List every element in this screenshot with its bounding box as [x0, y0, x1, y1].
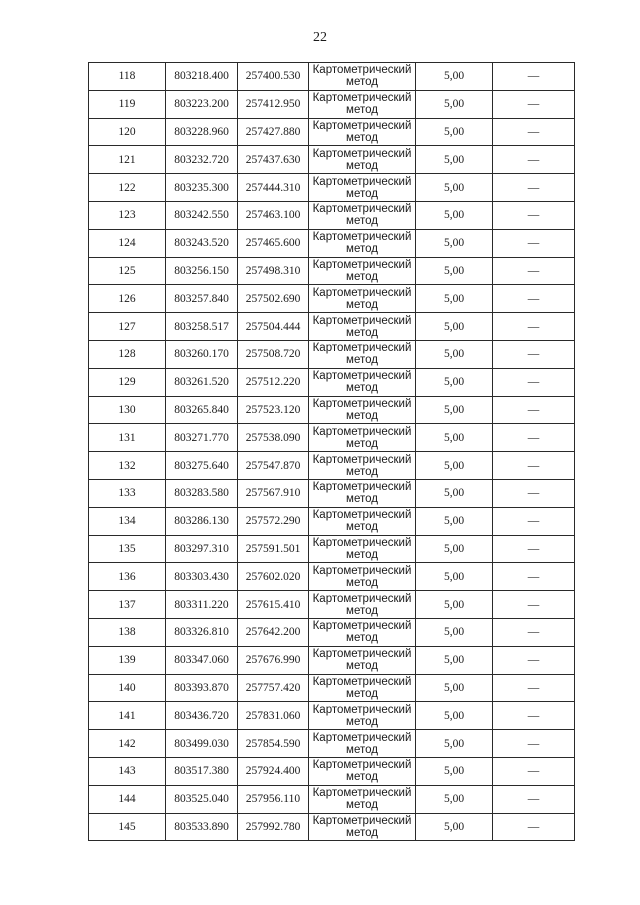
table-row [89, 340, 575, 368]
method-cell: Картометрический метод [309, 507, 416, 535]
method-cell: Картометрический метод [309, 674, 416, 702]
note-cell: — [493, 201, 575, 229]
y-coordinate-cell: 257538.090 [238, 424, 309, 452]
error-cell: 5,00 [416, 174, 493, 202]
note-cell: — [493, 229, 575, 257]
y-coordinate-cell: 257956.110 [238, 785, 309, 813]
table-row [89, 229, 575, 257]
note-cell: — [493, 646, 575, 674]
table-row [89, 813, 575, 841]
note-cell: — [493, 118, 575, 146]
point-number-cell: 118 [89, 63, 166, 91]
error-cell: 5,00 [416, 507, 493, 535]
method-cell: Картометрический метод [309, 174, 416, 202]
error-cell: 5,00 [416, 313, 493, 341]
y-coordinate-cell: 257412.950 [238, 90, 309, 118]
error-cell: 5,00 [416, 479, 493, 507]
y-coordinate-cell: 257400.530 [238, 63, 309, 91]
x-coordinate-cell: 803311.220 [166, 591, 238, 619]
note-cell: — [493, 591, 575, 619]
y-coordinate-cell: 257924.400 [238, 757, 309, 785]
x-coordinate-cell: 803283.580 [166, 479, 238, 507]
point-number-cell: 131 [89, 424, 166, 452]
y-coordinate-cell: 257463.100 [238, 201, 309, 229]
point-number-cell: 127 [89, 313, 166, 341]
note-cell: — [493, 146, 575, 174]
method-cell: Картометрический метод [309, 618, 416, 646]
point-number-cell: 128 [89, 340, 166, 368]
coordinates-table [88, 62, 575, 841]
note-cell: — [493, 368, 575, 396]
x-coordinate-cell: 803261.520 [166, 368, 238, 396]
table-row [89, 452, 575, 480]
x-coordinate-cell: 803499.030 [166, 730, 238, 758]
error-cell: 5,00 [416, 674, 493, 702]
error-cell: 5,00 [416, 535, 493, 563]
y-coordinate-cell: 257831.060 [238, 702, 309, 730]
y-coordinate-cell: 257642.200 [238, 618, 309, 646]
note-cell: — [493, 340, 575, 368]
x-coordinate-cell: 803260.170 [166, 340, 238, 368]
table-row [89, 646, 575, 674]
x-coordinate-cell: 803517.380 [166, 757, 238, 785]
note-cell: — [493, 285, 575, 313]
x-coordinate-cell: 803436.720 [166, 702, 238, 730]
method-cell: Картометрический метод [309, 396, 416, 424]
error-cell: 5,00 [416, 646, 493, 674]
x-coordinate-cell: 803256.150 [166, 257, 238, 285]
table-row [89, 396, 575, 424]
method-cell: Картометрический метод [309, 285, 416, 313]
point-number-cell: 143 [89, 757, 166, 785]
y-coordinate-cell: 257615.410 [238, 591, 309, 619]
y-coordinate-cell: 257547.870 [238, 452, 309, 480]
x-coordinate-cell: 803286.130 [166, 507, 238, 535]
error-cell: 5,00 [416, 730, 493, 758]
point-number-cell: 145 [89, 813, 166, 841]
method-cell: Картометрический метод [309, 702, 416, 730]
method-cell: Картометрический метод [309, 757, 416, 785]
x-coordinate-cell: 803232.720 [166, 146, 238, 174]
error-cell: 5,00 [416, 90, 493, 118]
note-cell: — [493, 674, 575, 702]
y-coordinate-cell: 257504.444 [238, 313, 309, 341]
x-coordinate-cell: 803326.810 [166, 618, 238, 646]
x-coordinate-cell: 803243.520 [166, 229, 238, 257]
table-row [89, 174, 575, 202]
x-coordinate-cell: 803533.890 [166, 813, 238, 841]
note-cell: — [493, 535, 575, 563]
method-cell: Картометрический метод [309, 535, 416, 563]
table-row [89, 479, 575, 507]
table-row [89, 118, 575, 146]
x-coordinate-cell: 803265.840 [166, 396, 238, 424]
x-coordinate-cell: 803525.040 [166, 785, 238, 813]
point-number-cell: 130 [89, 396, 166, 424]
page-number: 22 [313, 30, 327, 45]
point-number-cell: 134 [89, 507, 166, 535]
method-cell: Картометрический метод [309, 63, 416, 91]
point-number-cell: 122 [89, 174, 166, 202]
error-cell: 5,00 [416, 452, 493, 480]
point-number-cell: 132 [89, 452, 166, 480]
note-cell: — [493, 618, 575, 646]
error-cell: 5,00 [416, 702, 493, 730]
point-number-cell: 126 [89, 285, 166, 313]
error-cell: 5,00 [416, 563, 493, 591]
y-coordinate-cell: 257444.310 [238, 174, 309, 202]
method-cell: Картометрический метод [309, 201, 416, 229]
note-cell: — [493, 702, 575, 730]
error-cell: 5,00 [416, 257, 493, 285]
table-row [89, 257, 575, 285]
error-cell: 5,00 [416, 340, 493, 368]
x-coordinate-cell: 803347.060 [166, 646, 238, 674]
point-number-cell: 139 [89, 646, 166, 674]
table-row [89, 563, 575, 591]
method-cell: Картометрический метод [309, 730, 416, 758]
x-coordinate-cell: 803228.960 [166, 118, 238, 146]
point-number-cell: 137 [89, 591, 166, 619]
error-cell: 5,00 [416, 785, 493, 813]
table-row [89, 90, 575, 118]
method-cell: Картометрический метод [309, 646, 416, 674]
method-cell: Картометрический метод [309, 90, 416, 118]
point-number-cell: 123 [89, 201, 166, 229]
error-cell: 5,00 [416, 591, 493, 619]
table-row [89, 730, 575, 758]
method-cell: Картометрический метод [309, 313, 416, 341]
table-row [89, 702, 575, 730]
point-number-cell: 144 [89, 785, 166, 813]
table-row [89, 591, 575, 619]
table-row [89, 368, 575, 396]
x-coordinate-cell: 803235.300 [166, 174, 238, 202]
note-cell: — [493, 452, 575, 480]
method-cell: Картометрический метод [309, 424, 416, 452]
method-cell: Картометрический метод [309, 118, 416, 146]
method-cell: Картометрический метод [309, 813, 416, 841]
error-cell: 5,00 [416, 229, 493, 257]
error-cell: 5,00 [416, 396, 493, 424]
method-cell: Картометрический метод [309, 229, 416, 257]
y-coordinate-cell: 257512.220 [238, 368, 309, 396]
x-coordinate-cell: 803393.870 [166, 674, 238, 702]
table-row [89, 785, 575, 813]
point-number-cell: 119 [89, 90, 166, 118]
table-row [89, 535, 575, 563]
note-cell: — [493, 63, 575, 91]
method-cell: Картометрический метод [309, 479, 416, 507]
note-cell: — [493, 479, 575, 507]
error-cell: 5,00 [416, 757, 493, 785]
point-number-cell: 124 [89, 229, 166, 257]
x-coordinate-cell: 803271.770 [166, 424, 238, 452]
point-number-cell: 120 [89, 118, 166, 146]
point-number-cell: 138 [89, 618, 166, 646]
y-coordinate-cell: 257757.420 [238, 674, 309, 702]
y-coordinate-cell: 257572.290 [238, 507, 309, 535]
y-coordinate-cell: 257854.590 [238, 730, 309, 758]
y-coordinate-cell: 257591.501 [238, 535, 309, 563]
table-row [89, 424, 575, 452]
y-coordinate-cell: 257602.020 [238, 563, 309, 591]
y-coordinate-cell: 257508.720 [238, 340, 309, 368]
point-number-cell: 142 [89, 730, 166, 758]
note-cell: — [493, 507, 575, 535]
method-cell: Картометрический метод [309, 340, 416, 368]
x-coordinate-cell: 803297.310 [166, 535, 238, 563]
point-number-cell: 140 [89, 674, 166, 702]
note-cell: — [493, 257, 575, 285]
note-cell: — [493, 424, 575, 452]
x-coordinate-cell: 803218.400 [166, 63, 238, 91]
note-cell: — [493, 396, 575, 424]
error-cell: 5,00 [416, 118, 493, 146]
error-cell: 5,00 [416, 618, 493, 646]
method-cell: Картометрический метод [309, 785, 416, 813]
table-row [89, 507, 575, 535]
table-row [89, 285, 575, 313]
error-cell: 5,00 [416, 63, 493, 91]
x-coordinate-cell: 803303.430 [166, 563, 238, 591]
note-cell: — [493, 813, 575, 841]
method-cell: Картометрический метод [309, 563, 416, 591]
point-number-cell: 129 [89, 368, 166, 396]
error-cell: 5,00 [416, 201, 493, 229]
error-cell: 5,00 [416, 424, 493, 452]
error-cell: 5,00 [416, 285, 493, 313]
y-coordinate-cell: 257523.120 [238, 396, 309, 424]
note-cell: — [493, 563, 575, 591]
y-coordinate-cell: 257992.780 [238, 813, 309, 841]
table-row [89, 757, 575, 785]
point-number-cell: 135 [89, 535, 166, 563]
y-coordinate-cell: 257498.310 [238, 257, 309, 285]
point-number-cell: 125 [89, 257, 166, 285]
note-cell: — [493, 90, 575, 118]
table-row [89, 618, 575, 646]
note-cell: — [493, 313, 575, 341]
x-coordinate-cell: 803223.200 [166, 90, 238, 118]
y-coordinate-cell: 257676.990 [238, 646, 309, 674]
error-cell: 5,00 [416, 813, 493, 841]
table-row [89, 313, 575, 341]
method-cell: Картометрический метод [309, 146, 416, 174]
coordinates-table-body [89, 63, 575, 841]
x-coordinate-cell: 803242.550 [166, 201, 238, 229]
method-cell: Картометрический метод [309, 591, 416, 619]
method-cell: Картометрический метод [309, 257, 416, 285]
x-coordinate-cell: 803257.840 [166, 285, 238, 313]
y-coordinate-cell: 257427.880 [238, 118, 309, 146]
method-cell: Картометрический метод [309, 368, 416, 396]
error-cell: 5,00 [416, 146, 493, 174]
x-coordinate-cell: 803258.517 [166, 313, 238, 341]
y-coordinate-cell: 257437.630 [238, 146, 309, 174]
y-coordinate-cell: 257502.690 [238, 285, 309, 313]
note-cell: — [493, 785, 575, 813]
table-row [89, 63, 575, 91]
y-coordinate-cell: 257567.910 [238, 479, 309, 507]
x-coordinate-cell: 803275.640 [166, 452, 238, 480]
note-cell: — [493, 730, 575, 758]
error-cell: 5,00 [416, 368, 493, 396]
note-cell: — [493, 757, 575, 785]
table-row [89, 201, 575, 229]
point-number-cell: 133 [89, 479, 166, 507]
note-cell: — [493, 174, 575, 202]
table-row [89, 146, 575, 174]
y-coordinate-cell: 257465.600 [238, 229, 309, 257]
point-number-cell: 141 [89, 702, 166, 730]
point-number-cell: 136 [89, 563, 166, 591]
method-cell: Картометрический метод [309, 452, 416, 480]
table-row [89, 674, 575, 702]
point-number-cell: 121 [89, 146, 166, 174]
